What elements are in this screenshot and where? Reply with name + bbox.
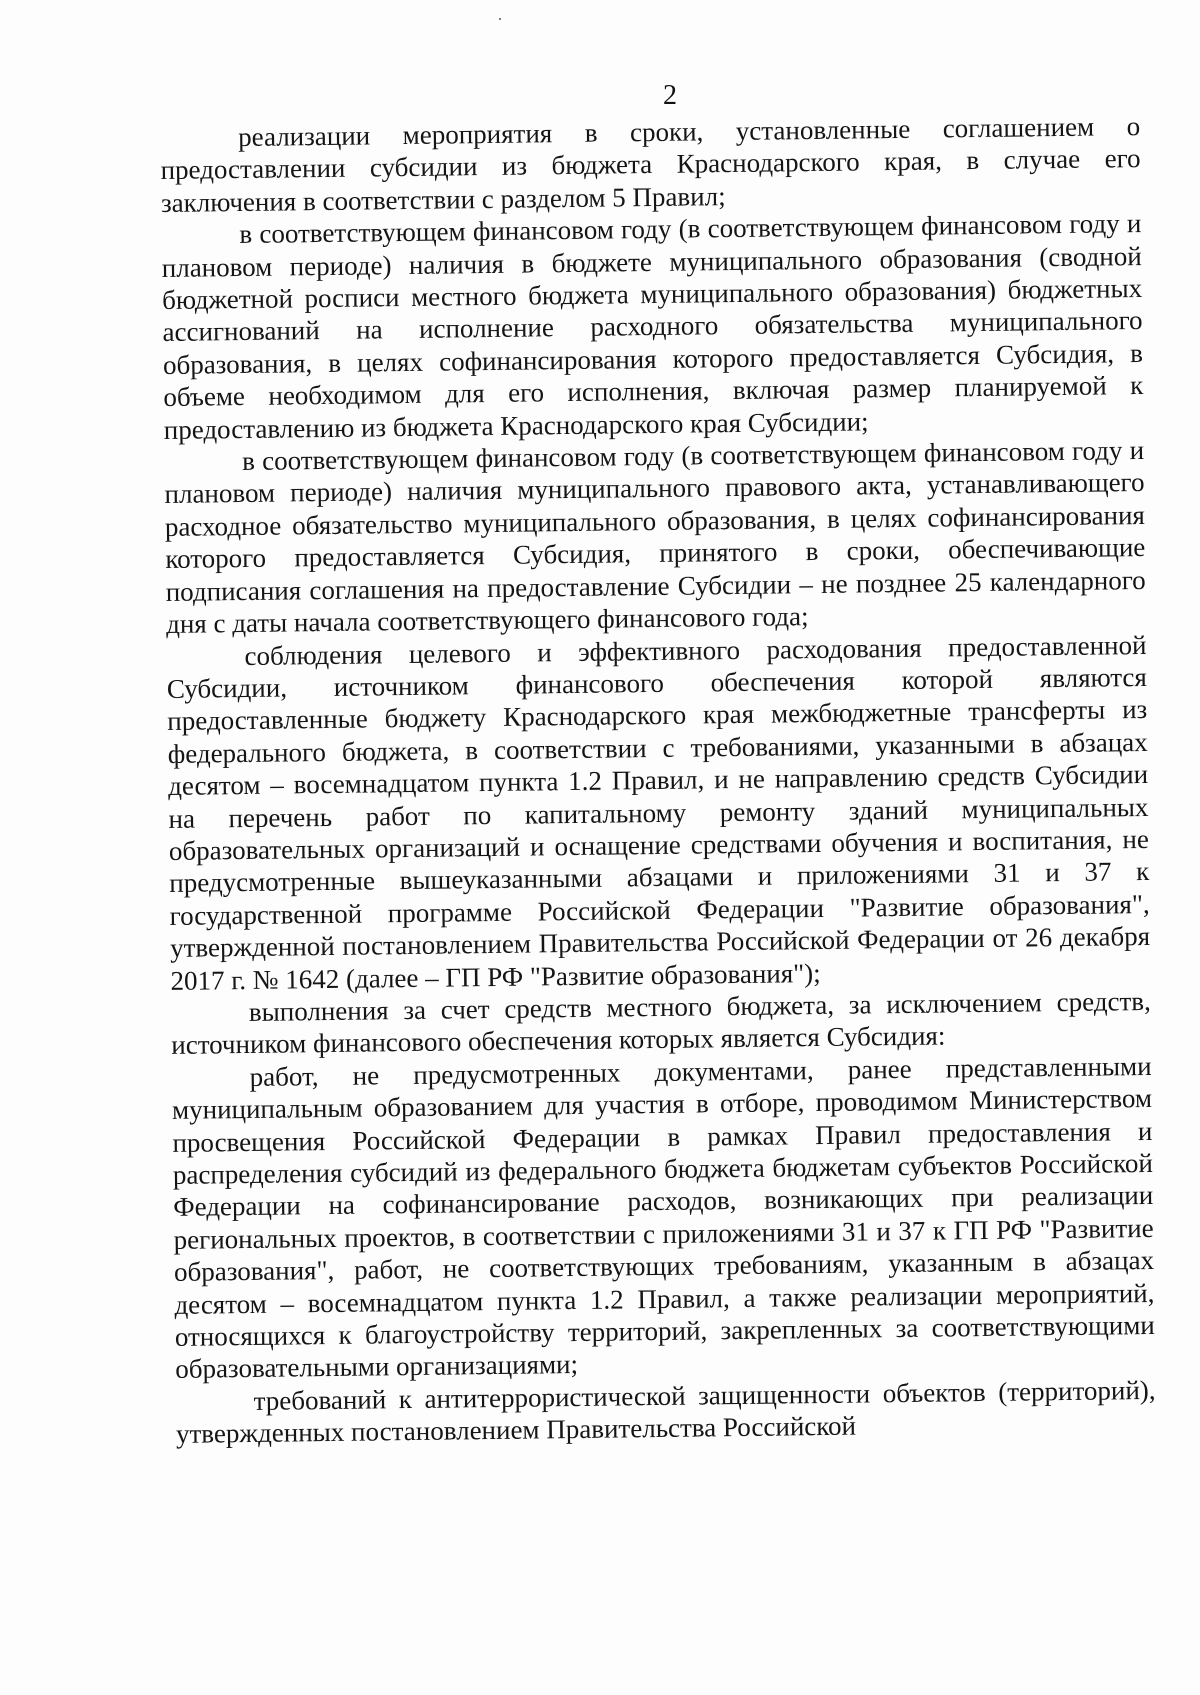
scan-speck (499, 18, 501, 20)
page-number: 2 (663, 80, 677, 111)
paragraph-4: соблюдения целевого и эффективного расходования предоставленной Субсидии, источником финансового обеспечения которой являются предоставленные бюджету Краснодарского края межбюджетные трансферты из федерального бюджета, в соответствии с требованиями, указанными в абзацах десятом – восемнадцатом пункта 1.2 Правил, и не направлению средств Субсидии на перечень работ по капитальному ремонту зданий муниципальных образовательных организаций и оснащение средствами обучения и воспитания, не предусмотренные вышеуказанными абзацами и приложениями 31 и 37 к государственной программе Российской Федерации "Развитие образования", утвержденной постановлением Правительства Российской Федерации от 26 декабря 2017 г. № 1642 (далее – ГП РФ "Развитие образования"); (166, 629, 1151, 996)
paragraph-3: в соответствующем финансовом году (в соответствующем финансовом году и плановом периоде) наличия муниципального правового акта, устанавливающего расходное обязательство муниципального образования, в целях софинансирования которого предоставляется Субсидия, принятого в сроки, обеспечивающие подписания соглашения на предоставление Субсидии – не позднее 25 календарного дня с даты начала соответствующего финансового года; (164, 435, 1146, 640)
paragraph-6: работ, не предусмотренных документами, ранее представленными муниципальным образованием для участия в отборе, проводимом Министерством просвещения Российской Федерации в рамках Правил предоставления и распределения субсидий из федерального бюджета бюджетам субъектов Российской Федерации на софинансирование расходов, возникающих при реализации региональных проектов, в соответствии с приложениями 31 и 37 к ГП РФ "Развитие образования", работ, не соответствующих требованиям, указанным в абзацах десятом – восемнадцатом пункта 1.2 Правил, а также реализации мероприятий, относящихся к благоустройству территорий, закрепленных за соответствующими образовательными организациями; (171, 1050, 1155, 1385)
document-body (160, 110, 1156, 1451)
paragraph-7: требований к антитеррористической защищенности объектов (территорий), утвержденных постановлением Правительства Российской (175, 1374, 1156, 1450)
paragraph-1: реализации мероприятия в сроки, установленные соглашением о предоставлении субсидии из бюджета Краснодарского края, в случае его заключения в соответствии с разделом 5 Правил; (160, 111, 1141, 218)
paragraph-2: в соответствующем финансовом году (в соответствующем финансовом году и плановом периоде) наличия в бюджете муниципального образования (сводной бюджетной росписи местного бюджета муниципального образования) бюджетных ассигнований на исполнение расходного обязательства муниципального образования, в целях софинансирования которого предоставляется Субсидия, в объеме необходимом для его исполнения, включая размер планируемой к предоставлению из бюджета Краснодарского края Субсидии; (161, 208, 1144, 445)
paragraph-5: выполнения за счет средств местного бюджета, за исключением средств, источником финансового обеспечения которых является Субсидия: (171, 985, 1151, 1061)
